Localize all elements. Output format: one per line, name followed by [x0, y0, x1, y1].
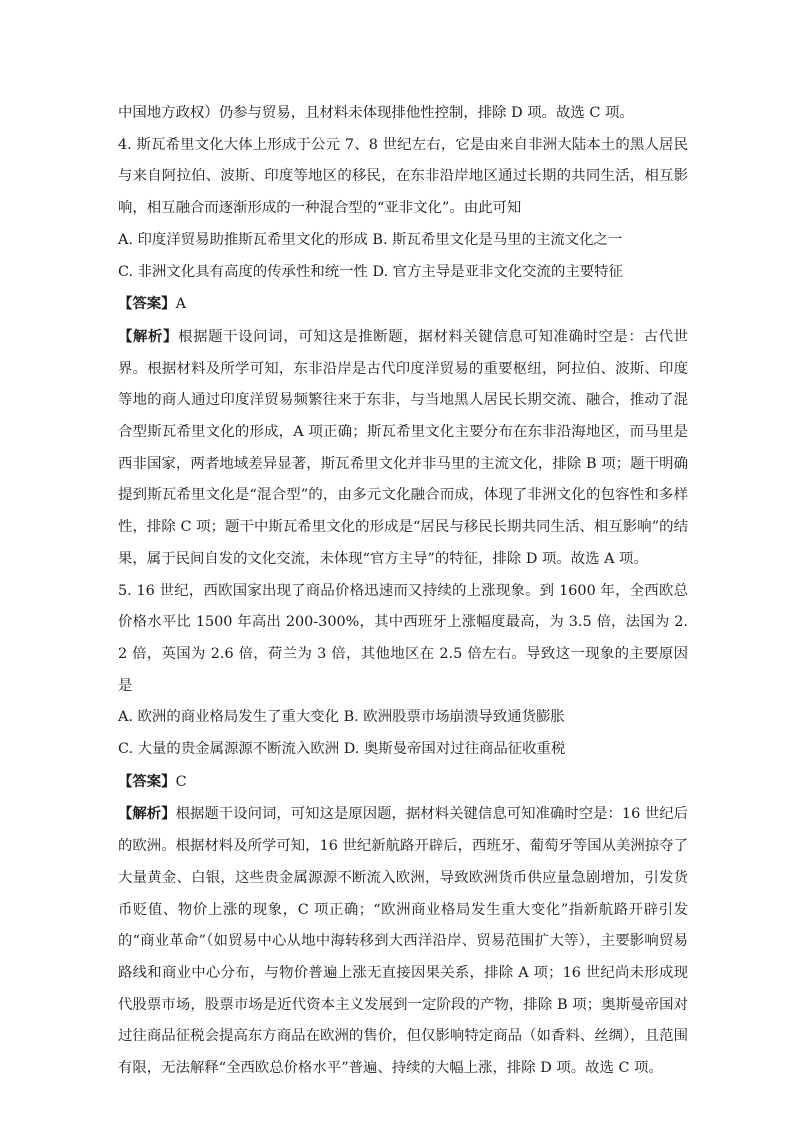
- answer-value: A: [175, 296, 186, 313]
- question-4-answer: [118, 288, 688, 321]
- analysis-text: 根据题干设问词，可知这是原因题，据材料关键信息可知准确时空是：16 世纪后的欧洲。根据材料及所学可知，16 世纪新航路开辟后，西班牙、葡萄牙等国从美洲掠夺了大量黄金、白银，这些贵金属源源不断流入欧洲，导致欧洲货币供应量急剧增加，引发货币贬值、物价上涨的现象，C 项正确；“欧洲商业格局发生重大变化”指新航路开辟引发的“商业革命”（如贸易中心从地中海转移到大西洋沿岸、贸易范围扩大等），主要影响贸易路线和商业中心分布，与物价普遍上涨无直接因果关系，排除 A 项；16 世纪尚未形成现代股票市场，股票市场是近代资本主义发展到一定阶段的产物，排除 B 项；奥斯曼帝国对过往商品征税会提高东方商品在欧洲的售价，但仅影响特定商品（如香料、丝绸），且范围有限，无法解释“全西欧总价格水平”普遍、持续的大幅上涨，排除 D 项。故选 C 项。: [118, 806, 688, 1077]
- question-5-answer: [118, 766, 688, 799]
- question-5-options-cd: C. 大量的贵金属源源不断流入欧洲 D. 奥斯曼帝国对过往商品征收重税: [118, 741, 566, 758]
- answer-value: C: [175, 773, 187, 790]
- analysis-label: 【解析】: [118, 327, 179, 345]
- question-5-stem: 5. 16 世纪，西欧国家出现了商品价格迅速而又持续的上涨现象。到 1600 年，全西欧总价格水平比 1500 年高出 200-300%，其中西班牙上涨幅度最高，为 3.5 倍，法国为 2.2 倍，英国为 2.6 倍，荷兰为 3 倍，其他地区在 2.5 倍左右。导致这一现象的主要原因是: [118, 582, 688, 694]
- question-5-options-ab: A. 欧洲的商业格局发生了重大变化 B. 欧洲股票市场崩溃导致通货膨胀: [118, 709, 565, 726]
- prev-analysis-tail: 中国地方政权）仍参与贸易，且材料未体现排他性控制，排除 D 项。故选 C 项。: [118, 105, 634, 121]
- analysis-text: 根据题干设问词，可知这是推断题，据材料关键信息可知准确时空是：古代世界。根据材料及所学可知，东非沿岸是古代印度洋贸易的重要枢纽，阿拉伯、波斯、印度等地的商人通过印度洋贸易频繁往来于东非，与当地黑人居民长期交流、融合，推动了混合型斯瓦希里文化的形成，A 项正确；斯瓦希里文化主要分布在东非沿海地区，而马里是西非国家，两者地域差异显著，斯瓦希里文化并非马里的主流文化，排除 B 项；题干明确提到斯瓦希里文化是“混合型”的，由多元文化融合而成，体现了非洲文化的包容性和多样性，排除 C 项；题干中斯瓦希里文化的形成是“居民与移民长期共同生活、相互影响”的结果，属于民间自发的文化交流，未体现“官方主导”的特征，排除 D 项。故选 A 项。: [118, 328, 688, 567]
- question-4-options-cd: C. 非洲文化具有高度的传承性和统一性 D. 官方主导是亚非文化交流的主要特征: [118, 263, 623, 280]
- answer-label: 【答案】: [118, 295, 176, 313]
- question-5-analysis: [118, 798, 688, 1084]
- question-4-stem: 4. 斯瓦希里文化大体上形成于公元 7、8 世纪左右，它是由来自非洲大陆本土的黑人居民与来自阿拉伯、波斯、印度等地区的移民，在东非沿岸地区通过长期的共同生活，相互影响，相互融合而逐渐形成的一种混合型的“亚非文化”。由此可知: [118, 136, 688, 217]
- answer-label: 【答案】: [118, 772, 176, 790]
- document-body: [118, 98, 688, 1085]
- question-4-analysis: [118, 321, 688, 576]
- question-4-options-ab: A. 印度洋贸易助推斯瓦希里文化的形成 B. 斯瓦希里文化是马里的主流文化之一: [118, 231, 623, 248]
- analysis-label: 【解析】: [118, 805, 176, 823]
